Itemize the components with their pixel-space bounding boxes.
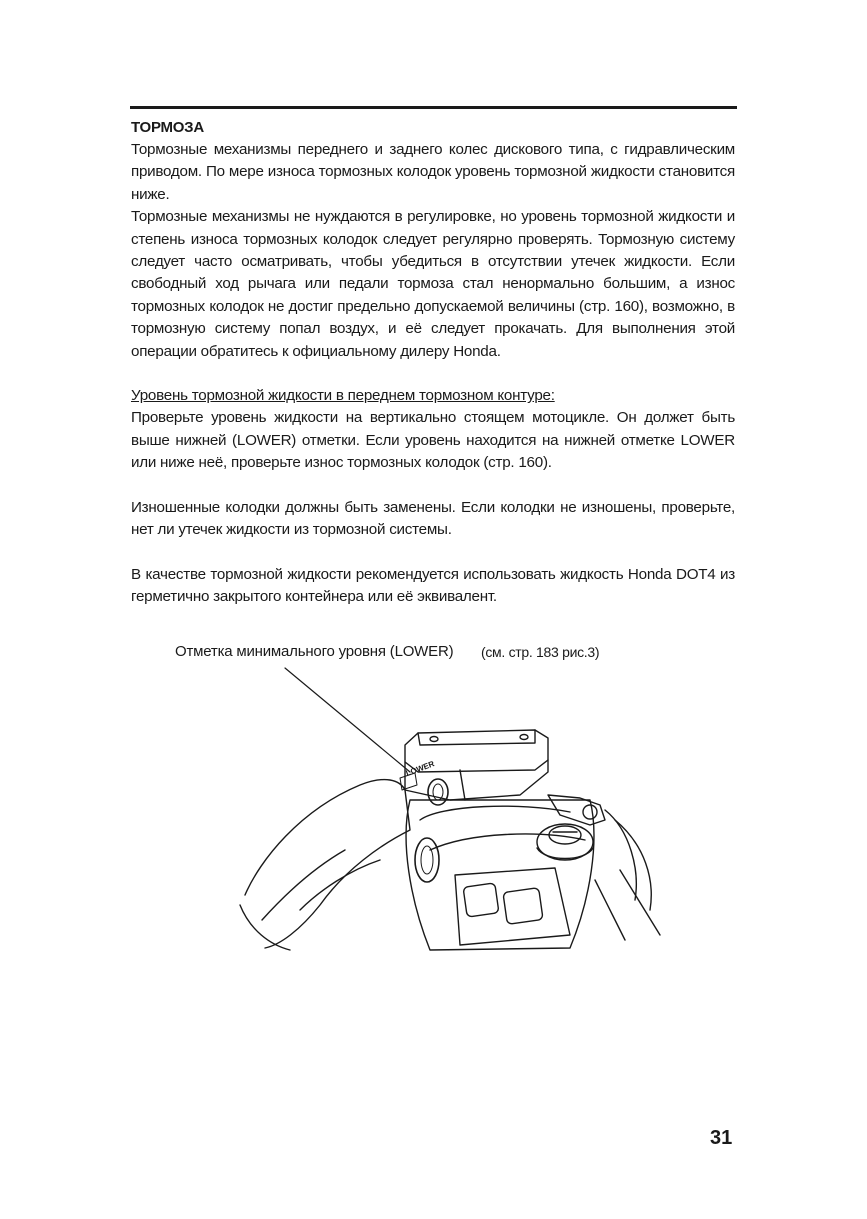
page-number: 31 [710,1127,733,1149]
leader-line [285,668,410,772]
inspection-window [428,779,448,805]
figure-reference: (см. стр. 183 рис.3) [481,644,600,660]
page-content [131,117,735,608]
fluid-note: В качестве тормозной жидкости рекомендуется использовать жидкость Honda DOT4 из герметично закрытого контейнера или её эквивалент. [131,565,735,605]
handlebar-housing [406,800,594,950]
switch-button-left [463,883,499,917]
brake-reservoir-illustration [0,630,867,970]
front-level-heading: Уровень тормозной жидкости в переднем тормозном контуре: [131,387,555,405]
intro-paragraph: Тормозные механизмы переднего и заднего колес дискового типа, с гидравлическим приводом. По мере износа тормозных колодок уровень тормозной жидкости становится ниже. [131,141,735,203]
switch-button-right [503,888,543,925]
front-level-text: Проверьте уровень жидкости на вертикально стоящем мотоцикле. Он должет быть выше нижней (LOWER) отметки. Если уровень находится на нижней отметке LOWER или ниже неё, проверьте износ тормозных колодок (стр. 160). [131,409,735,472]
lower-mark-label: LOWER [404,759,436,778]
maintenance-paragraph: Тормозные механизмы не нуждаются в регулировке, но уровень тормозной жидкости и степень износа тормозных колодок следует регулярно проверять. Тормозную систему следует часто осматривать, чтобы убедиться в отсутствии утечек жидкости. Если свободный ход рычага или педали тормоза стал ненормально большим, а износ тормозных колодок не достиг предельно допускаемой величины (стр. 160), возможно, в тормозную систему попал воздух, и её следует прокачать. Для выполнения этой операции обратитесь к официальному дилеру Honda. [131,208,735,360]
header-rule [130,106,737,109]
figure-caption: Отметка минимального уровня (LOWER) [175,643,454,660]
pads-note: Изношенные колодки должны быть заменены. Если колодки не изношены, проверьте, нет ли утечек жидкости из тормозной системы. [131,498,735,539]
pivot-bolt [415,838,439,882]
brake-lever [245,780,410,948]
section-title: ТОРМОЗА [131,119,204,136]
